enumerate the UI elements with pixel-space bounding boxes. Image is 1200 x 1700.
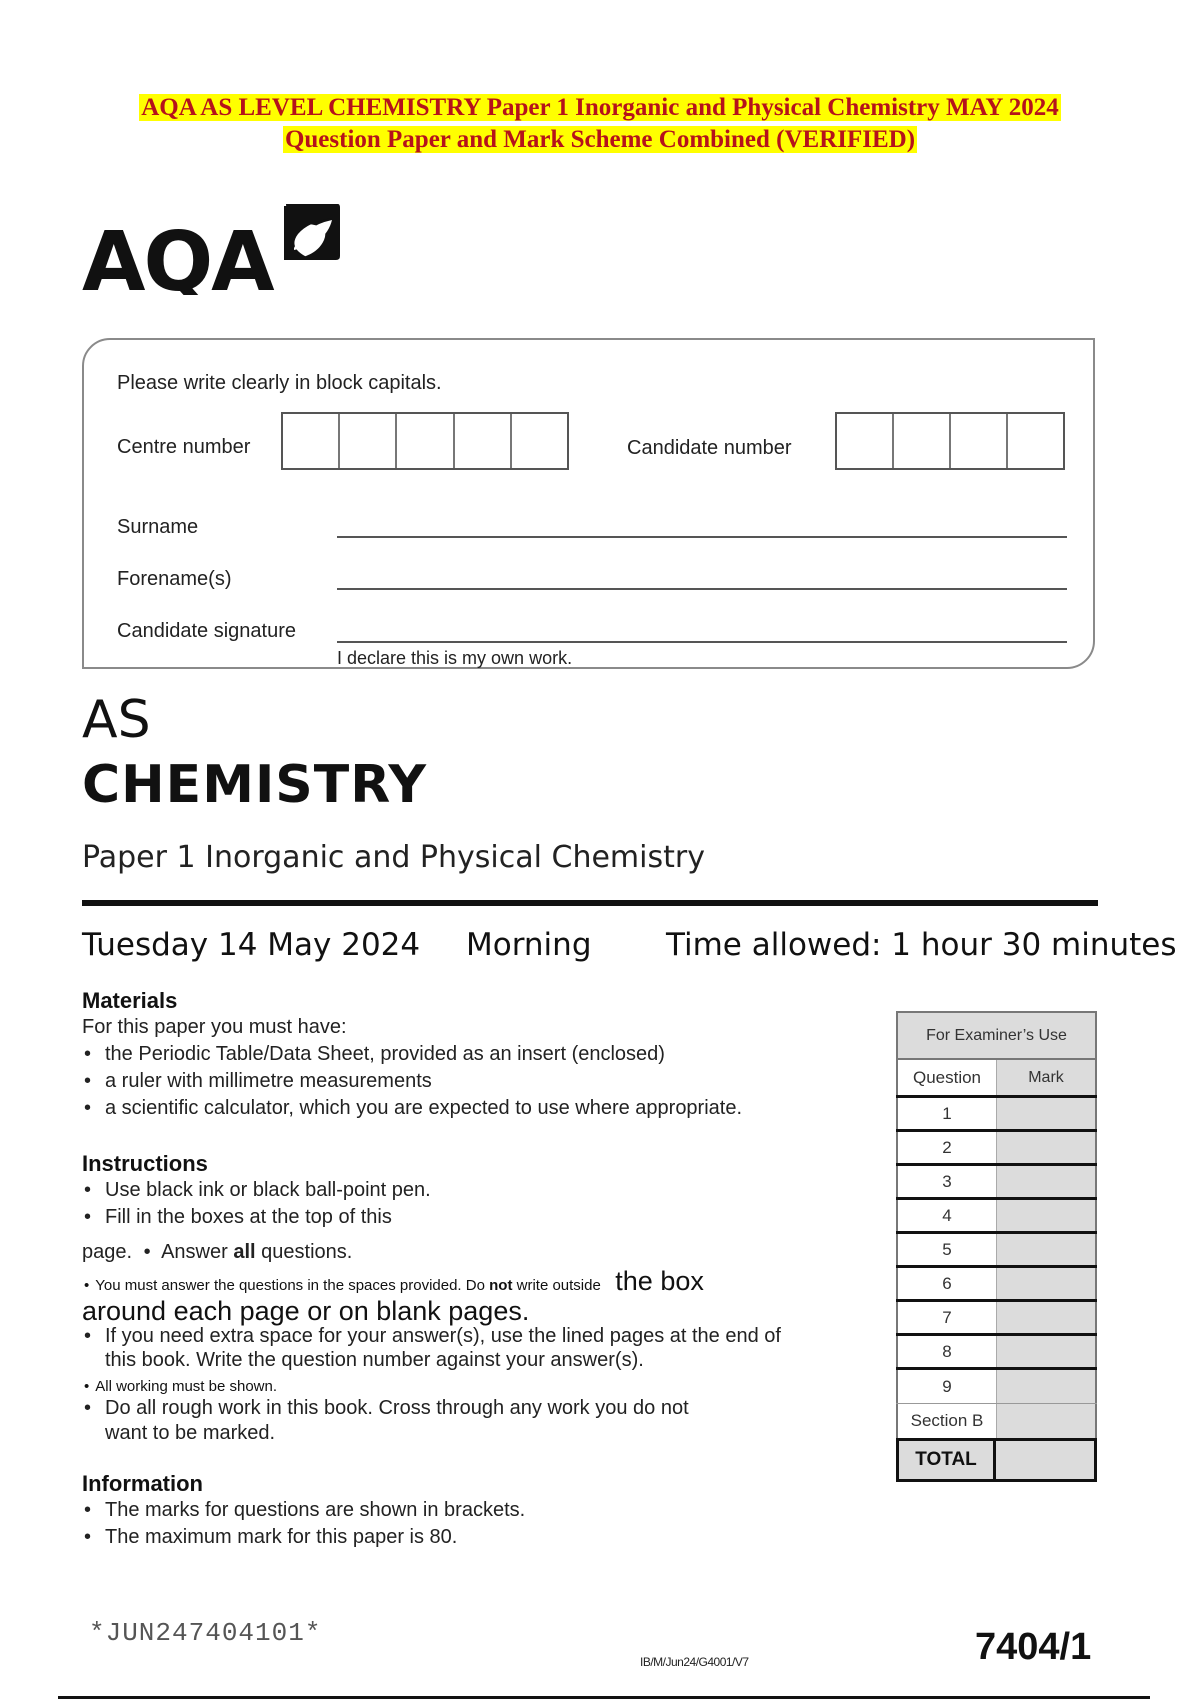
- table-row: 4: [896, 1200, 1097, 1234]
- information-list: [82, 1497, 882, 1551]
- mark-cell: [996, 1268, 1097, 1299]
- subject-title: CHEMISTRY: [82, 755, 428, 815]
- total-row: [896, 1438, 1097, 1482]
- materials-item: • a scientific calculator, which you are expected to use where appropriate.: [82, 1095, 882, 1122]
- mark-cell: [996, 1302, 1097, 1333]
- exam-session: Morning: [466, 927, 592, 963]
- ib-code: IB/M/Jun24/G4001/V7: [640, 1655, 749, 1669]
- signature-label: Candidate signature: [117, 620, 297, 642]
- exam-date: Tuesday 14 May 2024: [82, 927, 421, 963]
- surname-label: Surname: [117, 516, 199, 538]
- forenames-field[interactable]: [337, 588, 1067, 590]
- declaration-text: I declare this is my own work.: [337, 648, 573, 668]
- examiner-table-title: For Examiner’s Use: [896, 1011, 1097, 1060]
- materials-list: [82, 1041, 882, 1122]
- candidate-number-digit-1[interactable]: [837, 414, 894, 468]
- barcode-text: *JUN247404101*: [89, 1618, 322, 1648]
- candidate-number-input[interactable]: [835, 412, 1065, 470]
- instructions-list-2: [82, 1324, 882, 1372]
- materials-intro: For this paper you must have:: [82, 1016, 347, 1038]
- candidate-number-digit-4[interactable]: [1008, 414, 1063, 468]
- materials-item: • the Periodic Table/Data Sheet, provided as an insert (enclosed): [82, 1041, 882, 1068]
- candidate-number-digit-2[interactable]: [894, 414, 951, 468]
- centre-number-label: Centre number: [117, 436, 251, 458]
- aqa-leaf-logo-icon: [82, 200, 342, 295]
- materials-item: • a ruler with millimetre measurements: [82, 1068, 882, 1095]
- table-row: 6: [896, 1268, 1097, 1302]
- table-row: 7: [896, 1302, 1097, 1336]
- instruction-item: • Fill in the boxes at the top of this: [82, 1204, 882, 1231]
- table-row: 9: [896, 1370, 1097, 1404]
- centre-number-digit-5[interactable]: [512, 414, 567, 468]
- signature-field[interactable]: [337, 641, 1067, 643]
- centre-number-digit-1[interactable]: [283, 414, 340, 468]
- aqa-logo: [82, 200, 342, 295]
- mark-cell: [996, 1336, 1097, 1367]
- paper-title: Paper 1 Inorganic and Physical Chemistry: [82, 840, 705, 875]
- instruction-item: • All working must be shown.: [84, 1378, 278, 1395]
- table-row: 5: [896, 1234, 1097, 1268]
- instruction-item: • You must answer the questions in the spaces provided. Do not write outside the box: [84, 1266, 704, 1296]
- instruction-item: around each page or on blank pages.: [82, 1296, 530, 1326]
- mark-cell: [996, 1404, 1097, 1438]
- total-label: TOTAL: [899, 1441, 996, 1479]
- candidate-number-digit-3[interactable]: [951, 414, 1008, 468]
- mark-cell: [996, 1098, 1097, 1129]
- svg-text:AQA: AQA: [82, 215, 273, 295]
- qualification-level: AS: [82, 690, 151, 750]
- instructions-list: [82, 1177, 882, 1231]
- banner-line-2: Question Paper and Mark Scheme Combined (VERIFIED): [284, 126, 916, 153]
- table-row: Section B: [896, 1404, 1097, 1438]
- instruction-item: • Use black ink or black ball-point pen.: [82, 1177, 882, 1204]
- forenames-label: Forename(s): [117, 568, 232, 590]
- centre-number-digit-4[interactable]: [455, 414, 512, 468]
- title-divider: [82, 900, 1098, 906]
- table-row: 8: [896, 1336, 1097, 1370]
- information-section: [82, 1470, 882, 1551]
- instruction-item: page. • Answer all questions.: [82, 1241, 353, 1263]
- candidate-number-label: Candidate number: [627, 437, 792, 459]
- bottom-divider: [58, 1696, 1150, 1699]
- surname-field[interactable]: [337, 536, 1067, 538]
- centre-number-digit-2[interactable]: [340, 414, 397, 468]
- table-row: 2: [896, 1132, 1097, 1166]
- instructions-section: [82, 1150, 882, 1446]
- mark-column-header: Mark: [996, 1060, 1097, 1095]
- information-heading: Information: [82, 1471, 203, 1496]
- mark-cell: [996, 1200, 1097, 1231]
- block-capitals-instruction: Please write clearly in block capitals.: [117, 372, 442, 394]
- question-column-header: Question: [896, 1060, 996, 1095]
- instruction-item: • If you need extra space for your answer(s), use the lined pages at the end of this book. Write the question number against your answer(s).: [82, 1324, 882, 1372]
- instructions-heading: Instructions: [82, 1151, 208, 1176]
- materials-section: [82, 987, 882, 1122]
- instruction-item: • Do all rough work in this book. Cross through any work you do not want to be marked.: [82, 1396, 882, 1446]
- examiner-table-header: [896, 1060, 1097, 1098]
- table-row: 3: [896, 1166, 1097, 1200]
- mark-cell: [996, 1166, 1097, 1197]
- mark-cell: [996, 1234, 1097, 1265]
- table-row: 1: [896, 1098, 1097, 1132]
- centre-number-digit-3[interactable]: [397, 414, 454, 468]
- centre-number-input[interactable]: [281, 412, 569, 470]
- instructions-list-3: [82, 1396, 882, 1446]
- banner-line-1: AQA AS LEVEL CHEMISTRY Paper 1 Inorganic and Physical Chemistry MAY 2024: [141, 94, 1059, 121]
- paper-code: 7404/1: [975, 1626, 1092, 1668]
- mark-cell: [996, 1370, 1097, 1403]
- total-mark-cell: [996, 1441, 1094, 1479]
- examiner-use-table: [896, 1011, 1097, 1482]
- information-item: • The marks for questions are shown in brackets.: [82, 1497, 882, 1524]
- information-item: • The maximum mark for this paper is 80.: [82, 1524, 882, 1551]
- materials-heading: Materials: [82, 988, 178, 1013]
- time-allowed: Time allowed: 1 hour 30 minutes: [666, 927, 1177, 963]
- mark-cell: [996, 1132, 1097, 1163]
- document-banner: [0, 92, 1200, 156]
